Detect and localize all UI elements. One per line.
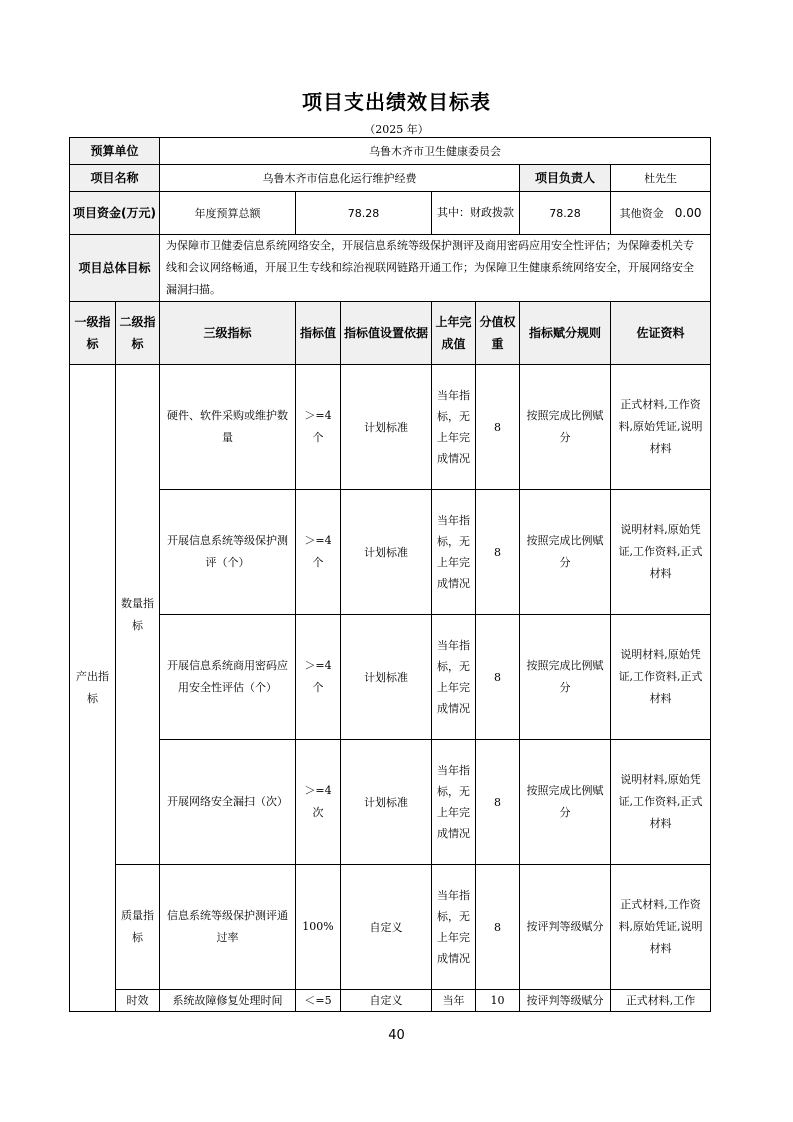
row-indicator: 信息系统等级保护测评通过率	[160, 865, 296, 990]
funds-label: 项目资金(万元)	[70, 192, 160, 235]
project-name-label: 项目名称	[70, 165, 160, 192]
row-indicator: 开展信息系统商用密码应用安全性评估（个）	[160, 615, 296, 740]
row-last-year: 当年指标，无上年完成情况	[432, 490, 476, 615]
row-indicator: 开展信息系统等级保护测评（个）	[160, 490, 296, 615]
table-row	[70, 865, 711, 990]
header-last-year: 上年完成值	[432, 302, 476, 365]
annual-budget-label: 年度预算总额	[160, 192, 296, 235]
row-basis: 自定义	[341, 990, 432, 1012]
row-evidence: 正式材料,工作	[611, 990, 711, 1012]
header-weight: 分值权重	[476, 302, 520, 365]
row-rule: 按照完成比例赋分	[520, 615, 611, 740]
row-weight: 8	[476, 740, 520, 865]
row-weight: 8	[476, 865, 520, 990]
row-value: ＞=4个	[296, 365, 341, 490]
row-indicator: 硬件、软件采购或维护数量	[160, 365, 296, 490]
row-last-year: 当年指标，无上年完成情况	[432, 740, 476, 865]
level2-timeliness: 时效	[116, 990, 160, 1012]
project-name-value: 乌鲁木齐市信息化运行维护经费	[160, 165, 520, 192]
row-rule: 按照完成比例赋分	[520, 490, 611, 615]
row-last-year: 当年指标，无上年完成情况	[432, 865, 476, 990]
page-title: 项目支出绩效目标表	[302, 90, 491, 114]
row-basis: 计划标准	[341, 490, 432, 615]
table-row	[70, 365, 711, 490]
fiscal-label: 其中：财政拨款	[432, 192, 520, 235]
row-basis: 计划标准	[341, 365, 432, 490]
owner-value: 杜先生	[611, 165, 711, 192]
page-number: 40	[388, 1028, 405, 1043]
row-last-year: 当年指标，无上年完成情况	[432, 615, 476, 740]
owner-label: 项目负责人	[520, 165, 611, 192]
table-row	[70, 990, 711, 1012]
row-value: ＞=4个	[296, 615, 341, 740]
table-row	[70, 740, 711, 865]
other-funds-label: 其他资金	[619, 206, 664, 220]
row-evidence: 正式材料,工作资料,原始凭证,说明材料	[611, 865, 711, 990]
header-level2: 二级指标	[116, 302, 160, 365]
budget-unit-value: 乌鲁木齐市卫生健康委员会	[160, 138, 711, 165]
year-label: （2025 年）	[364, 123, 429, 136]
goal-text: 为保障市卫健委信息系统网络安全，开展信息系统等级保护测评及商用密码应用安全性评估；为保障委机关专线和会议网络畅通，开展卫生专线和综治视联网链路开通工作；为保障卫生健康系统网络安全，开展网络安全漏洞扫描。	[160, 235, 711, 302]
row-last-year: 当年	[432, 990, 476, 1012]
goal-label: 项目总体目标	[70, 235, 160, 302]
header-evidence: 佐证资料	[611, 302, 711, 365]
level2-quantity: 数量指标	[116, 365, 160, 865]
header-level3: 三级指标	[160, 302, 296, 365]
row-weight: 8	[476, 615, 520, 740]
row-value: ＞=4个	[296, 490, 341, 615]
row-evidence: 说明材料,原始凭证,工作资料,正式材料	[611, 740, 711, 865]
row-rule: 按照完成比例赋分	[520, 740, 611, 865]
other-funds-cell	[611, 192, 711, 235]
level2-quality: 质量指标	[116, 865, 160, 990]
header-rule: 指标赋分规则	[520, 302, 611, 365]
header-level1: 一级指标	[70, 302, 116, 365]
other-funds-value: 0.00	[674, 205, 702, 220]
row-value: ＜=5	[296, 990, 341, 1012]
row-weight: 8	[476, 365, 520, 490]
annual-budget-value: 78.28	[296, 192, 432, 235]
table-row	[70, 615, 711, 740]
row-basis: 计划标准	[341, 615, 432, 740]
row-rule: 按照完成比例赋分	[520, 365, 611, 490]
row-evidence: 说明材料,原始凭证,工作资料,正式材料	[611, 490, 711, 615]
row-basis: 计划标准	[341, 740, 432, 865]
header-basis: 指标值设置依据	[341, 302, 432, 365]
row-last-year: 当年指标，无上年完成情况	[432, 365, 476, 490]
table-row	[70, 490, 711, 615]
row-indicator: 系统故障修复处理时间	[160, 990, 296, 1012]
header-value: 指标值	[296, 302, 341, 365]
row-weight: 8	[476, 490, 520, 615]
row-basis: 自定义	[341, 865, 432, 990]
row-value: ＞=4次	[296, 740, 341, 865]
performance-table	[69, 137, 711, 1012]
row-evidence: 说明材料,原始凭证,工作资料,正式材料	[611, 615, 711, 740]
row-rule: 按评判等级赋分	[520, 865, 611, 990]
budget-unit-label: 预算单位	[70, 138, 160, 165]
row-rule: 按评判等级赋分	[520, 990, 611, 1012]
row-weight: 10	[476, 990, 520, 1012]
row-evidence: 正式材料,工作资料,原始凭证,说明材料	[611, 365, 711, 490]
level1-output: 产出指标	[70, 365, 116, 1012]
row-value: 100%	[296, 865, 341, 990]
row-indicator: 开展网络安全漏扫（次）	[160, 740, 296, 865]
fiscal-value: 78.28	[520, 192, 611, 235]
